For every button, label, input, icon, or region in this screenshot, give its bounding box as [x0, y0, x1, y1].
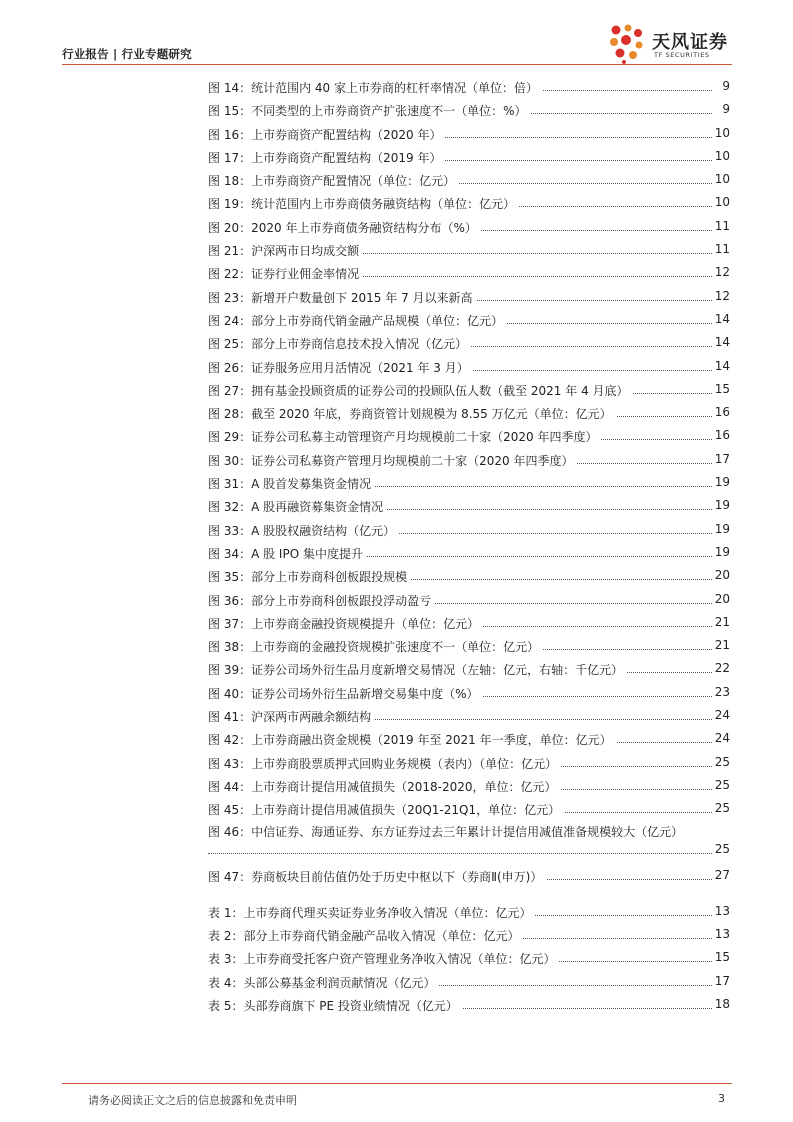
toc-entry[interactable] — [208, 635, 730, 658]
toc-entry[interactable] — [208, 169, 730, 192]
section-gap — [208, 888, 730, 901]
toc-entry-page: 25 — [714, 801, 730, 816]
toc-entry-label: 图 46：中信证券、海通证券、东方证券过去三年累计计提信用减值准备规模较大（亿元） — [208, 823, 687, 840]
toc-entry-page: 15 — [714, 950, 730, 965]
toc-entry-label: 图 14：统计范围内 40 家上市券商的杠杆率情况（单位：倍） — [208, 79, 542, 96]
toc-entry-page: 25 — [714, 841, 730, 856]
toc-entry-label: 图 26：证券服务应用月活情况（2021 年 3 月） — [208, 359, 473, 376]
toc-entry-page: 13 — [714, 927, 730, 942]
toc-entry-label: 图 17：上市券商资产配置结构（2019 年） — [208, 149, 445, 166]
toc-entry-page: 12 — [714, 265, 730, 280]
toc-entry-page: 16 — [714, 428, 730, 443]
toc-entry-label: 图 23：新增开户数量创下 2015 年 7 月以来新高 — [208, 289, 477, 306]
toc-entry-label: 图 34：A 股 IPO 集中度提升 — [208, 545, 367, 562]
toc-entry-label: 图 29：证券公司私募主动管理资产月均规模前二十家（2020 年四季度） — [208, 428, 601, 445]
toc-entry-label: 图 21：沪深两市日均成交额 — [208, 242, 363, 259]
toc-entry-label: 图 43：上市券商股票质押式回购业务规模（表内）（单位：亿元） — [208, 755, 561, 772]
toc-entry-label: 图 47：券商板块目前估值仍处于历史中枢以下（券商Ⅱ(申万)） — [208, 868, 546, 885]
toc-entry[interactable] — [208, 286, 730, 309]
toc-entry[interactable] — [208, 262, 730, 285]
toc-entry-page: 15 — [714, 381, 730, 396]
toc-entry-page: 21 — [714, 614, 730, 629]
toc-entry-label: 图 44：上市券商计提信用减值损失（2018-2020，单位：亿元） — [208, 778, 561, 795]
toc-entry-page: 13 — [714, 903, 730, 918]
toc-entry-page: 20 — [714, 591, 730, 606]
toc-entry-page: 25 — [714, 777, 730, 792]
toc-entry[interactable] — [208, 728, 730, 751]
toc-entry-page: 17 — [714, 451, 730, 466]
toc-entry-label: 图 33：A 股股权融资结构（亿元） — [208, 522, 399, 539]
toc-entry-label: 图 31：A 股首发募集资金情况 — [208, 475, 375, 492]
toc-entry[interactable] — [208, 379, 730, 402]
toc-entry[interactable] — [208, 472, 730, 495]
toc-entry-label: 图 25：部分上市券商信息技术投入情况（亿元） — [208, 335, 471, 352]
toc-entry[interactable] — [208, 822, 730, 865]
toc-entry[interactable] — [208, 123, 730, 146]
header-divider — [62, 64, 732, 65]
toc-entry-label: 图 42：上市券商融出资金规模（2019 年至 2021 年一季度，单位：亿元） — [208, 731, 616, 748]
toc-entry[interactable] — [208, 565, 730, 588]
toc-entry[interactable] — [208, 309, 730, 332]
toc-entry-page: 23 — [714, 684, 730, 699]
toc-entry-page: 11 — [714, 218, 730, 233]
toc-entry[interactable] — [208, 798, 730, 821]
toc-entry-page: 27 — [714, 867, 730, 882]
table-of-contents — [208, 76, 730, 1017]
toc-entry-page: 9 — [722, 102, 730, 117]
report-category: 行业报告 | 行业专题研究 — [62, 47, 192, 61]
toc-entry-page: 19 — [714, 498, 730, 513]
toc-entry-page: 20 — [714, 568, 730, 583]
toc-entry-label: 图 16：上市券商资产配置结构（2020 年） — [208, 126, 445, 143]
toc-entry-label: 图 40：证券公司场外衍生品新增交易集中度（%） — [208, 685, 483, 702]
toc-entry[interactable] — [208, 239, 730, 262]
toc-entry-label: 图 37：上市券商金融投资规模提升（单位：亿元） — [208, 615, 483, 632]
toc-entry[interactable] — [208, 589, 730, 612]
toc-entry-label: 图 28：截至 2020 年底，券商资管计划规模为 8.55 万亿元（单位：亿元） — [208, 405, 616, 422]
toc-entry-label: 图 45：上市券商计提信用减值损失（20Q1-21Q1，单位：亿元） — [208, 801, 564, 818]
toc-entry[interactable] — [208, 76, 730, 99]
toc-entry-page: 16 — [714, 405, 730, 420]
footer-disclaimer: 请务必阅读正文之后的信息披露和免责申明 — [88, 1094, 297, 1107]
toc-entry-page: 19 — [714, 544, 730, 559]
toc-entry-page: 9 — [722, 79, 730, 93]
toc-entry[interactable] — [208, 356, 730, 379]
toc-entry-label: 图 35：部分上市券商科创板跟投规模 — [208, 568, 411, 585]
toc-entry[interactable] — [208, 775, 730, 798]
toc-entry[interactable] — [208, 901, 730, 924]
toc-entry-label: 表 2：部分上市券商代销金融产品收入情况（单位：亿元） — [208, 927, 523, 944]
page-number: 3 — [718, 1092, 725, 1105]
toc-entry[interactable] — [208, 612, 730, 635]
toc-entry-page: 22 — [714, 661, 730, 676]
dot-leader — [208, 853, 712, 854]
company-logo — [608, 20, 732, 64]
toc-entry-page: 24 — [714, 731, 730, 746]
toc-entry-label: 图 41：沪深两市两融余额结构 — [208, 708, 375, 725]
toc-entry-page: 10 — [714, 125, 730, 140]
toc-entry[interactable] — [208, 705, 730, 728]
toc-entry-page: 21 — [714, 638, 730, 653]
toc-entry[interactable] — [208, 99, 730, 122]
toc-entry-page: 10 — [714, 148, 730, 163]
toc-entry-label: 表 3：上市券商受托客户资产管理业务净收入情况（单位：亿元） — [208, 950, 559, 967]
toc-entry-label: 图 18：上市券商资产配置情况（单位：亿元） — [208, 172, 459, 189]
toc-entry[interactable] — [208, 865, 730, 888]
toc-entry-label: 图 36：部分上市券商科创板跟投浮动盈亏 — [208, 592, 435, 609]
toc-entry[interactable] — [208, 542, 730, 565]
toc-entry-label: 图 27：拥有基金投顾资质的证券公司的投顾队伍人数（截至 2021 年 4 月底） — [208, 382, 633, 399]
toc-entry-page: 19 — [714, 521, 730, 536]
toc-entry[interactable] — [208, 752, 730, 775]
toc-entry-page: 11 — [714, 242, 730, 257]
toc-entry-page: 17 — [714, 973, 730, 988]
toc-entry[interactable] — [208, 994, 730, 1017]
toc-entry-label: 图 24：部分上市券商代销金融产品规模（单位：亿元） — [208, 312, 507, 329]
toc-entry[interactable] — [208, 682, 730, 705]
logo-text: 天风证券 — [652, 32, 728, 53]
toc-entry-label: 图 19：统计范围内上市券商债务融资结构（单位：亿元） — [208, 195, 519, 212]
toc-entry-page: 10 — [714, 172, 730, 187]
toc-entry-label: 图 30：证券公司私募资产管理月均规模前二十家（2020 年四季度） — [208, 452, 577, 469]
toc-entry[interactable] — [208, 449, 730, 472]
toc-entry[interactable] — [208, 402, 730, 425]
toc-entry-label: 表 4：头部公募基金利润贡献情况（亿元） — [208, 974, 439, 991]
toc-entry[interactable] — [208, 192, 730, 215]
toc-entry-page: 12 — [714, 288, 730, 303]
toc-entry-page: 24 — [714, 708, 730, 723]
toc-entry[interactable] — [208, 658, 730, 681]
toc-entry-label: 图 15：不同类型的上市券商资产扩张速度不一（单位：%） — [208, 102, 531, 119]
toc-entry-page: 14 — [714, 358, 730, 373]
toc-entry-page: 14 — [714, 335, 730, 350]
footer-divider — [62, 1083, 732, 1084]
logo-icon — [608, 24, 646, 64]
toc-entry-label: 图 32：A 股再融资募集资金情况 — [208, 498, 387, 515]
toc-entry[interactable] — [208, 971, 730, 994]
table-list — [208, 901, 730, 1017]
toc-entry[interactable] — [208, 332, 730, 355]
toc-entry-page: 10 — [714, 195, 730, 210]
toc-entry-page: 19 — [714, 475, 730, 490]
toc-entry[interactable] — [208, 519, 730, 542]
toc-entry-label: 图 39：证券公司场外衍生品月度新增交易情况（左轴：亿元，右轴：千亿元） — [208, 661, 627, 678]
toc-entry[interactable] — [208, 947, 730, 970]
toc-entry-label: 图 38：上市券商的金融投资规模扩张速度不一（单位：亿元） — [208, 638, 543, 655]
page-header — [62, 0, 732, 70]
logo-subtext: TF SECURITIES — [654, 51, 710, 59]
figure-list — [208, 76, 730, 888]
toc-entry[interactable] — [208, 924, 730, 947]
toc-entry[interactable] — [208, 495, 730, 518]
toc-entry-label: 表 1：上市券商代理买卖证券业务净收入情况（单位：亿元） — [208, 904, 535, 921]
toc-entry-label: 表 5：头部券商旗下 PE 投资业绩情况（亿元） — [208, 997, 462, 1014]
toc-entry-label: 图 22：证券行业佣金率情况 — [208, 265, 363, 282]
toc-entry[interactable] — [208, 216, 730, 239]
toc-entry[interactable] — [208, 425, 730, 448]
toc-entry-page: 25 — [714, 754, 730, 769]
toc-entry-page: 14 — [714, 311, 730, 326]
toc-entry[interactable] — [208, 146, 730, 169]
toc-entry-label: 图 20：2020 年上市券商债务融资结构分布（%） — [208, 219, 481, 236]
toc-entry-page: 18 — [714, 996, 730, 1011]
